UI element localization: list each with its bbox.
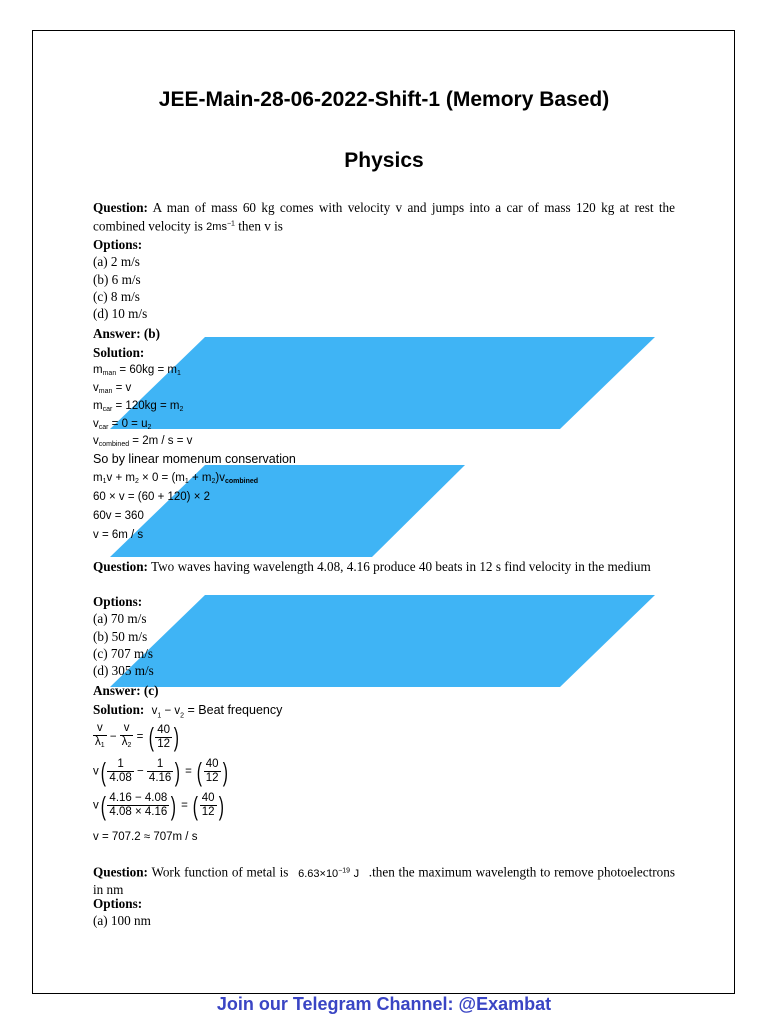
options-label-2: Options:: [93, 594, 143, 609]
options-label-1: Options:: [93, 237, 143, 252]
equation-3: 60v = 360: [93, 510, 144, 522]
wave-equation-1: $\frac{v}{\lambda_1}$ − $\frac{v}{\lambda_2}$ = ( $\frac{40}{12}$ ): [95, 722, 179, 752]
watermark-shape-1: [110, 337, 655, 429]
momentum-equation: $m_1v + m_2 \times 0 = (m_1 + m_2)v_{combined}$: [93, 472, 259, 485]
solution-line: $v_{combined} = 2m / s = v$: [93, 435, 193, 448]
question-3: Question: Work function of metal is $6.63\times 10^{-19}$ J .then the maximum wavelength to remove photoelectrons in nm: [93, 864, 675, 898]
subject-heading: Physics: [344, 149, 424, 172]
option-1b: (b) 6 m/s: [93, 272, 141, 287]
solution-label-1: Solution:: [93, 345, 145, 360]
watermark-shape-3: [110, 595, 655, 687]
option-2a: (a) 70 m/s: [93, 611, 147, 626]
option-2b: (b) 50 m/s: [93, 629, 148, 644]
option-1c: (c) 8 m/s: [93, 289, 140, 304]
solution-line: $m_{man} = 60kg = m_1$: [93, 364, 181, 377]
option-1d: (d) 10 m/s: [93, 306, 148, 321]
telegram-footer-link[interactable]: Join our Telegram Channel: @Exambat: [216, 994, 552, 1014]
option-2d: (d) 305 m/s: [93, 663, 154, 678]
option-1a: (a) 2 m/s: [93, 254, 140, 269]
equation-2: 60 × v = (60 + 120) × 2: [93, 491, 210, 503]
wave-equation-2: v( $\frac{1}{4.08}$ − $\frac{1}{4.16}$ ) = ( $\frac{40}{12}$ ): [93, 756, 228, 787]
solution-line: $v_{car} = 0 = u_2$: [93, 418, 152, 431]
option-3a: (a) 100 nm: [93, 913, 151, 928]
solution-2-first: Solution: $v_1 - v_2$ = Beat frequency: [93, 702, 283, 720]
solution-line: $v_{man} = v$: [93, 382, 132, 395]
wave-final: v = 707.2 ≈ 707m / s: [93, 831, 198, 843]
wave-equation-3: v( $\frac{4.16 - 4.08}{4.08 \times 4.16}$ ) = ( $\frac{40}{12}$ ): [93, 790, 224, 821]
option-2c: (c) 707 m/s: [93, 646, 154, 661]
answer-2: Answer: (c): [93, 683, 159, 698]
equation-4: v = 6m / s: [93, 529, 144, 541]
conservation-text: So by linear momenum conservation: [93, 452, 296, 466]
page-title: JEE-Main-28-06-2022-Shift-1 (Memory Based): [158, 88, 610, 111]
question-2: Question: Two waves having wavelength 4.08, 4.16 produce 40 beats in 12 s find velocity in the medium: [93, 559, 651, 574]
question-1: Question: A man of mass 60 kg comes with velocity v and jumps into a car of mass 120 kg at rest the combined velocity is $2ms^{-1}$ then v is: [93, 200, 675, 234]
answer-1: Answer: (b): [93, 326, 161, 341]
options-label-3: Options:: [93, 896, 143, 911]
solution-line: $m_{car} = 120kg = m_2$: [93, 400, 184, 413]
